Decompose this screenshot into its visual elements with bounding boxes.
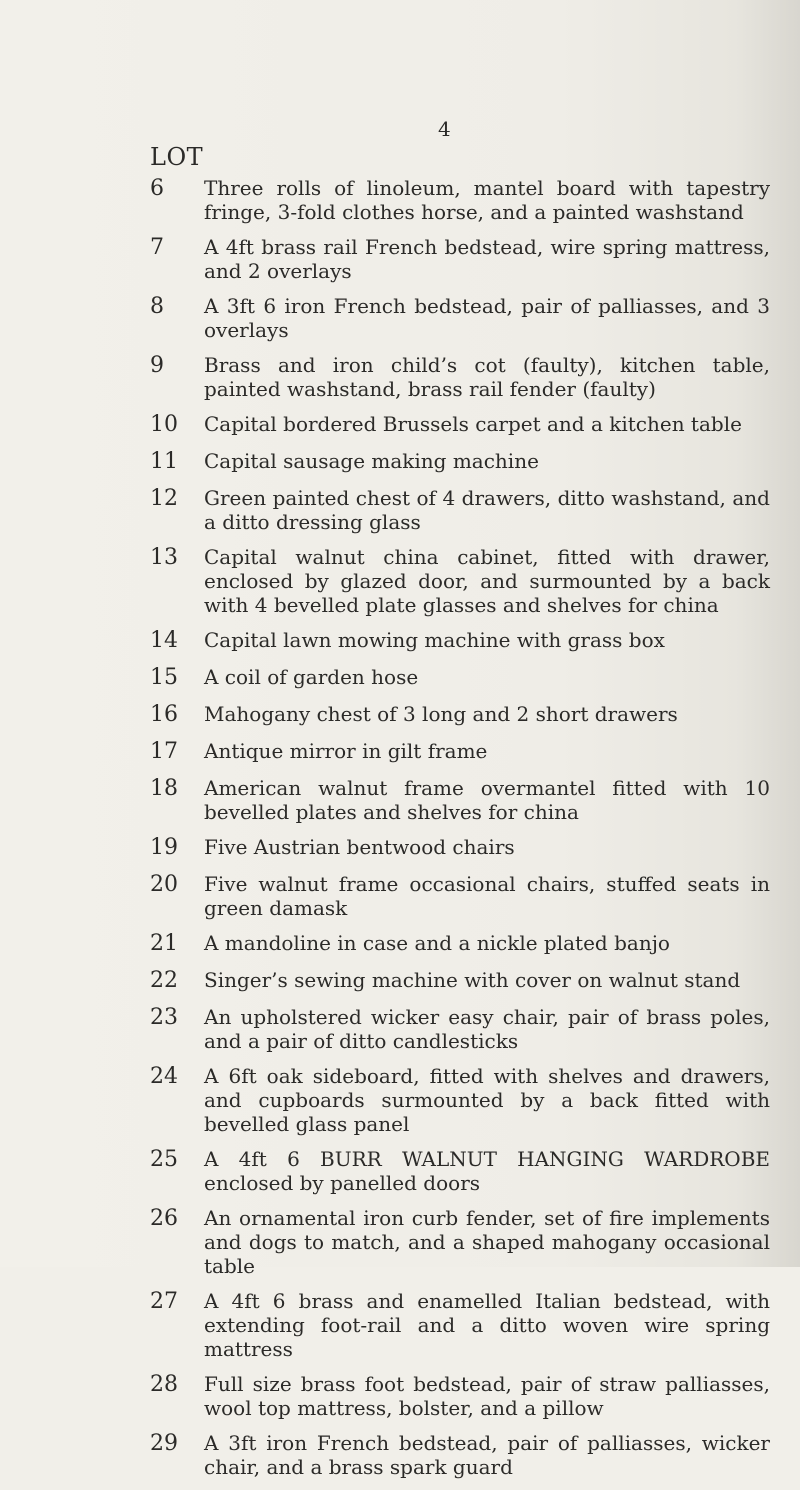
lot-description: An upholstered wicker easy chair, pair of brass poles, and a pair of ditto candlesticks <box>204 1005 770 1053</box>
lot-item <box>150 1064 770 1136</box>
lot-item <box>150 628 770 654</box>
lot-number: 21 <box>150 931 178 956</box>
lot-number: 7 <box>150 235 164 260</box>
lot-description: Three rolls of linoleum, mantel board with tapestry fringe, 3-fold clothes horse, and a painted washstand <box>204 176 770 224</box>
lot-description: A 4ft 6 BURR WALNUT HANGING WARDROBE enclosed by panelled doors <box>204 1147 770 1195</box>
lot-number: 28 <box>150 1372 178 1397</box>
lot-number: 10 <box>150 412 178 437</box>
lot-description: Five walnut frame occasional chairs, stuffed seats in green damask <box>204 872 770 920</box>
lot-item <box>150 776 770 824</box>
lot-number: 11 <box>150 449 178 474</box>
lot-number: 9 <box>150 353 164 378</box>
lot-description: Five Austrian bentwood chairs <box>204 835 515 859</box>
lot-list <box>150 176 770 1490</box>
lot-item <box>150 1431 770 1479</box>
lot-number: 23 <box>150 1005 178 1030</box>
lot-number: 8 <box>150 294 164 319</box>
lot-item <box>150 739 770 765</box>
lot-description: Full size brass foot bedstead, pair of straw palliasses, wool top mattress, bolster, and a pillow <box>204 1372 770 1420</box>
lot-number: 29 <box>150 1431 178 1456</box>
lot-item <box>150 545 770 617</box>
lot-description: Green painted chest of 4 drawers, ditto washstand, and a ditto dressing glass <box>204 486 770 534</box>
lot-column-heading: LOT <box>150 143 204 171</box>
lot-number: 15 <box>150 665 178 690</box>
lot-description: Capital bordered Brussels carpet and a kitchen table <box>204 412 742 436</box>
lot-number: 27 <box>150 1289 178 1314</box>
lot-number: 25 <box>150 1147 178 1172</box>
lot-description: An ornamental iron curb fender, set of fire implements and dogs to match, and a shaped mahogany occasional table <box>204 1206 770 1278</box>
lot-description: A 3ft 6 iron French bedstead, pair of palliasses, and 3 overlays <box>204 294 770 342</box>
lot-number: 16 <box>150 702 178 727</box>
lot-description: Singer’s sewing machine with cover on walnut stand <box>204 968 741 992</box>
lot-description: A 4ft 6 brass and enamelled Italian bedstead, with extending foot-rail and a ditto woven wire spring mattress <box>204 1289 770 1361</box>
lot-description: American walnut frame overmantel fitted with 10 bevelled plates and shelves for china <box>204 776 770 824</box>
lot-item <box>150 1289 770 1361</box>
lot-description: A coil of garden hose <box>204 665 419 689</box>
lot-description: A 3ft iron French bedstead, pair of palliasses, wicker chair, and a brass spark guard <box>204 1431 770 1479</box>
lot-number: 20 <box>150 872 178 897</box>
lot-number: 18 <box>150 776 178 801</box>
lot-item <box>150 449 770 475</box>
lot-description: Capital lawn mowing machine with grass box <box>204 628 665 652</box>
lot-number: 12 <box>150 486 178 511</box>
lot-item <box>150 702 770 728</box>
lot-number: 17 <box>150 739 178 764</box>
lot-number: 24 <box>150 1064 178 1089</box>
lot-number: 19 <box>150 835 178 860</box>
lot-item <box>150 235 770 283</box>
lot-item <box>150 1372 770 1420</box>
lot-description: A 4ft brass rail French bedstead, wire spring mattress, and 2 overlays <box>204 235 770 283</box>
lot-description: Mahogany chest of 3 long and 2 short drawers <box>204 702 678 726</box>
lot-item <box>150 872 770 920</box>
lot-item <box>150 1005 770 1053</box>
lot-item <box>150 486 770 534</box>
lot-item <box>150 176 770 224</box>
lot-number: 6 <box>150 176 164 201</box>
lot-description: Capital walnut china cabinet, fitted with drawer, enclosed by glazed door, and surmounted by a back with 4 bevelled plate glasses and shelves for china <box>204 545 770 617</box>
lot-number: 26 <box>150 1206 178 1231</box>
lot-number: 14 <box>150 628 178 653</box>
lot-item <box>150 412 770 438</box>
lot-description: Capital sausage making machine <box>204 449 539 473</box>
lot-description: Antique mirror in gilt frame <box>204 739 488 763</box>
lot-item <box>150 835 770 861</box>
lot-number: 22 <box>150 968 178 993</box>
page-number: 4 <box>438 117 451 141</box>
lot-description: A 6ft oak sideboard, fitted with shelves and drawers, and cupboards surmounted by a back fitted with bevelled glass panel <box>204 1064 770 1136</box>
lot-item <box>150 353 770 401</box>
lot-item <box>150 931 770 957</box>
lot-item <box>150 1147 770 1195</box>
lot-number: 13 <box>150 545 178 570</box>
lot-description: Brass and iron child’s cot (faulty), kitchen table, painted washstand, brass rail fender (faulty) <box>204 353 770 401</box>
lot-item <box>150 968 770 994</box>
lot-description: A mandoline in case and a nickle plated banjo <box>204 931 670 955</box>
lot-item <box>150 294 770 342</box>
lot-item <box>150 1206 770 1278</box>
lot-item <box>150 665 770 691</box>
